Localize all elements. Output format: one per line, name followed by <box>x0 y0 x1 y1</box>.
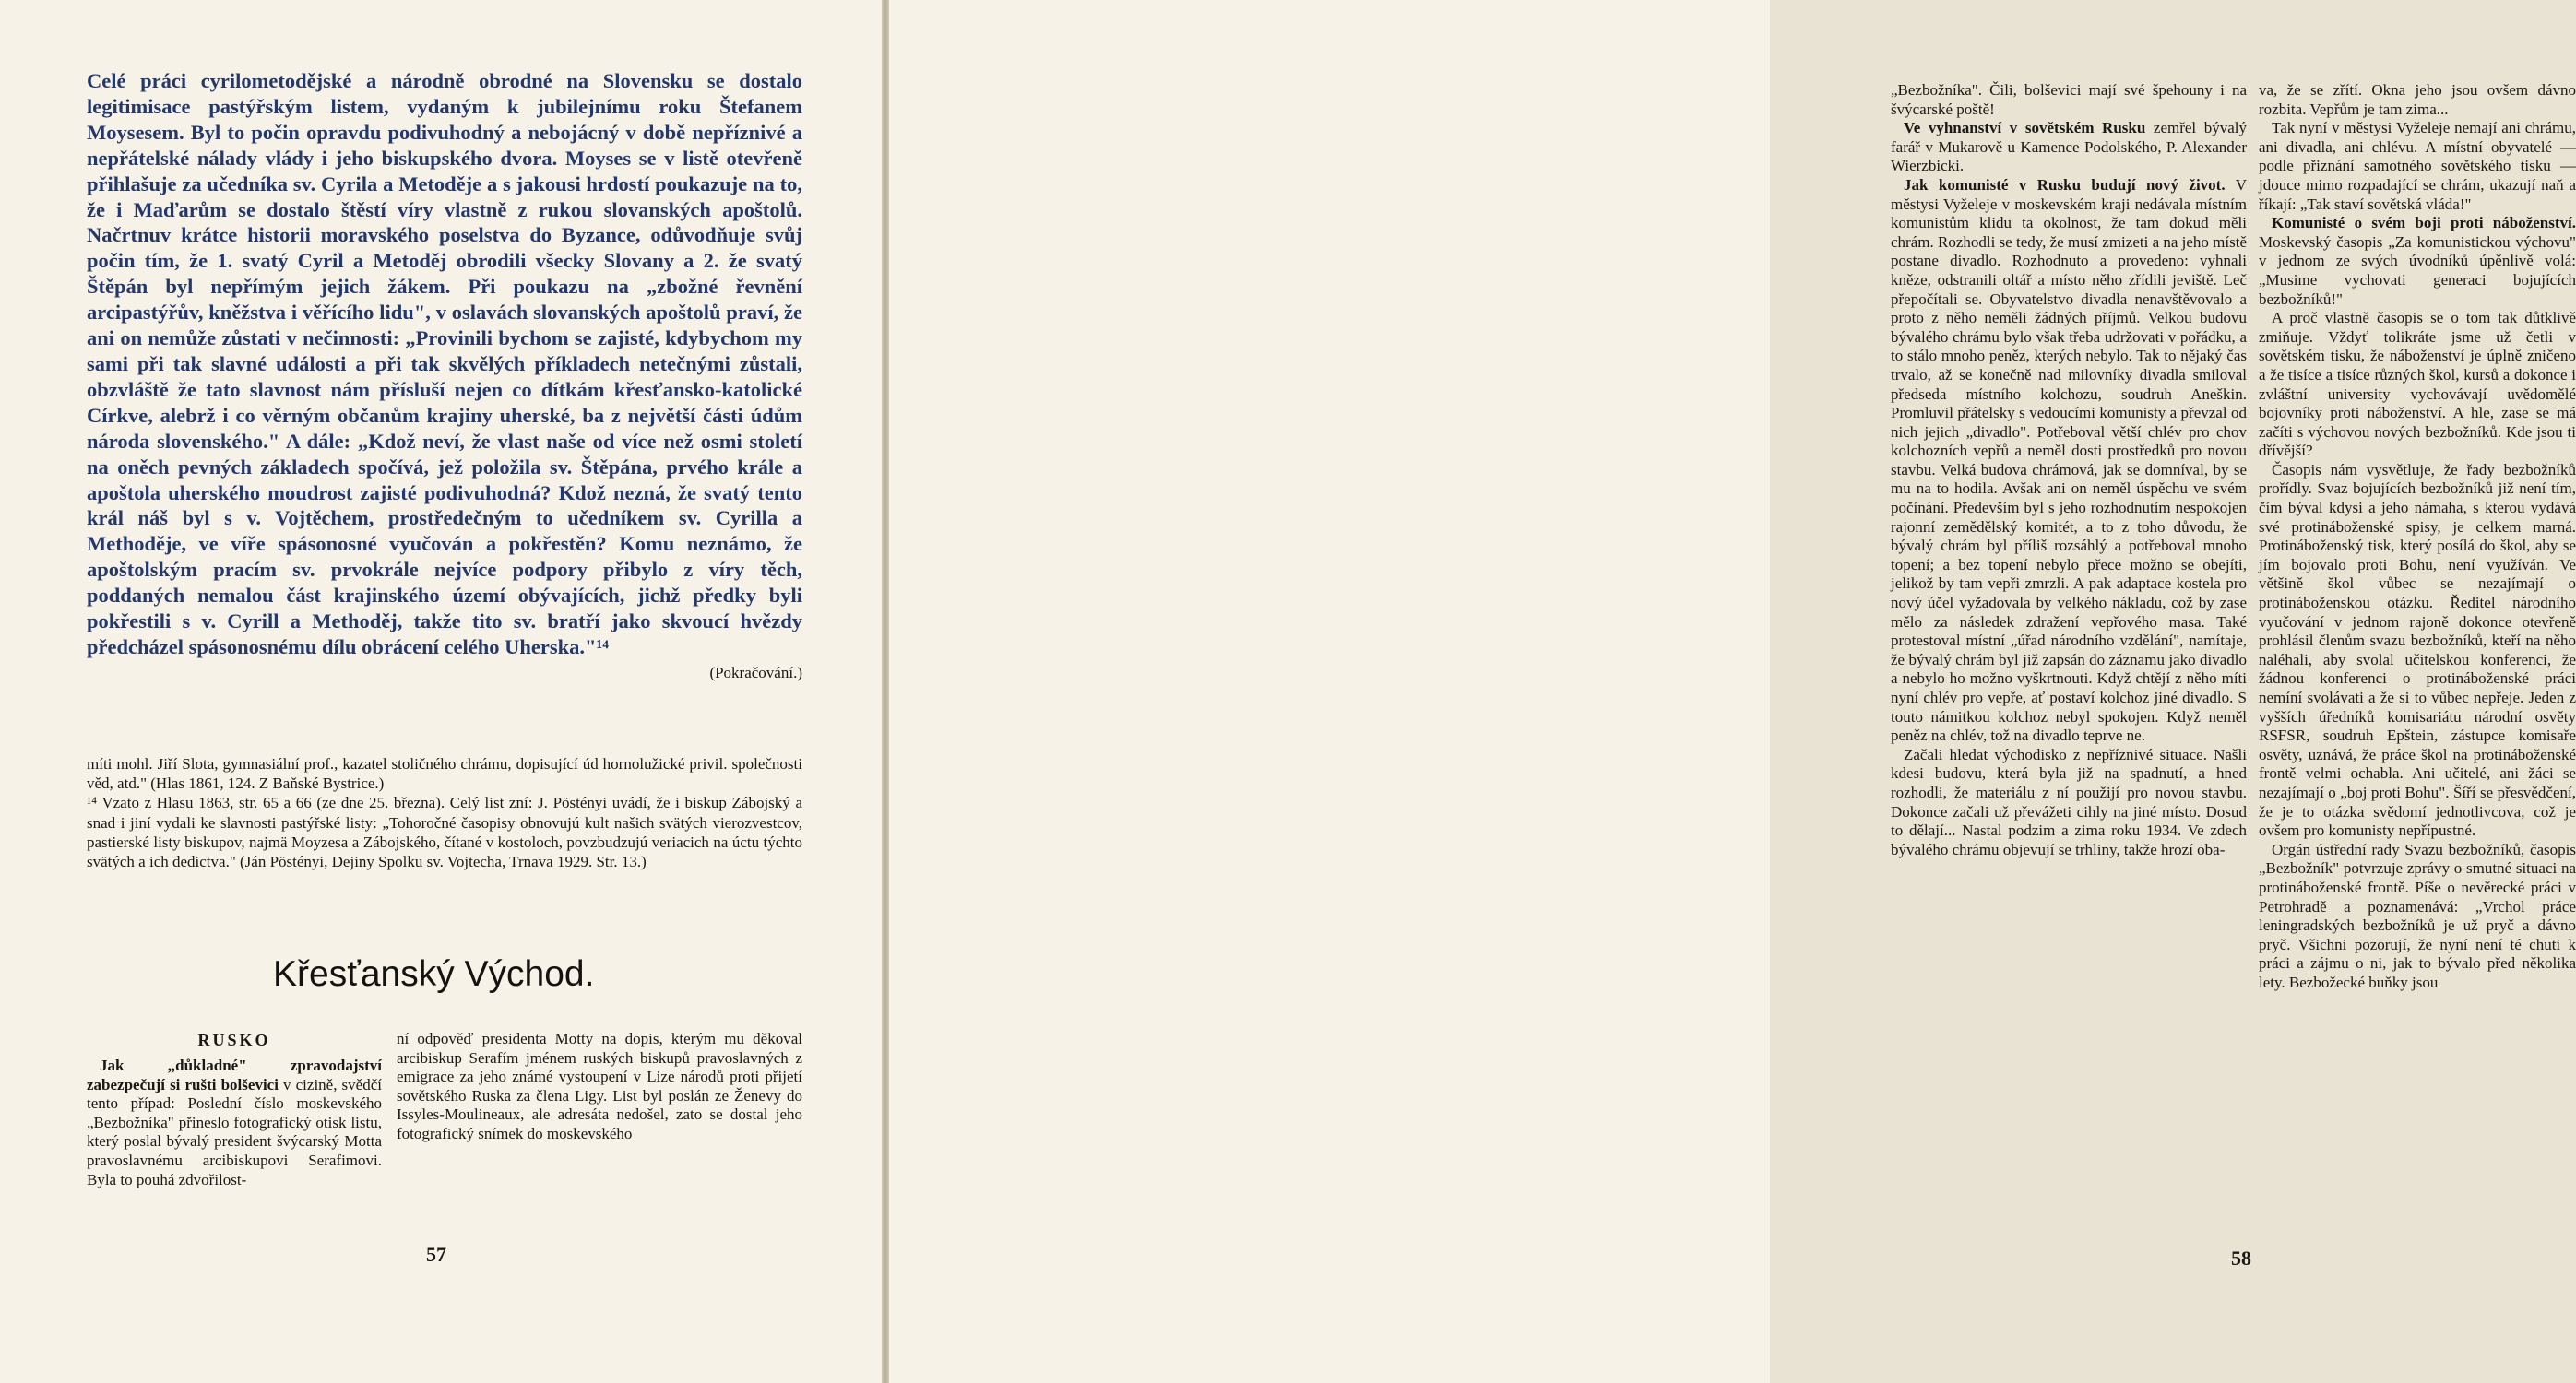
article-text: V městysi Vyželeje v moskevském kraji nedávala místním komunistům klidu ta okolnost, že tam dokud měli chrám. Rozhodli se tedy, že musí zmizeti a na jeho místě postane divadlo. Rozhodnuto a provedeno: vyhnali kněze, odstranili oltář a místo něho zřídili jeviště. Leč přepočítali se. Obyvatelstvo divadla nenavštěvovalo a proto z něho neměli žádných příjmů. Velkou budovu bývalého chrámu bylo však třeba udržovati v pořádku, a to stálo mnoho peněz, kterých nebylo. Tak to nějaký čas trvalo, až se konečně nad milovníky divadla smiloval předseda místního kolchozu, soudruh Aneškin. Promluvil přátelsky s vedoucími komunisty a převzal od nich jejich „divadlo". Potřeboval větší chlév pro chov kolchozních vepřů a neměl dosti prostředků pro novou stavbu. Velká budova chrámová, jak se domníval, by se mu na to hodila. Avšak ani on neměl úspěchu ve svém počínání. Především byl s jeho rozhodnutím nespokojen rajonní zemědělský komitét, a to z toho důvodu, že bývalý chrám byl příliš rozsáhlý a potřeboval mnoho topení; a bez topení nebylo přece možno se obejíti, jelikož by tam vepři zmrzli. A pak adaptace kostela pro nový účel vyžadovala by velkého nákladu, což by zase mělo za následek zdražení vepřového masa. Také protestoval místní „úřad národního vzdělání", namítaje, že bývalý chrám byl již zapsán do záznamu jako divadlo a nebylo ho možno vyškrtnouti. Když chtějí z něho míti nyní chlév pro vepře, ať postaví kolchoz jiné divadlo. S touto námitkou kolchoz nebyl spokojen. Když neměl peněz na chlév, tož na divadlo teprve ne. <box>1891 175 2248 745</box>
article-lead: Komunisté o svém boji proti náboženství. <box>2272 214 2576 232</box>
article-continuation: ní odpověď presidenta Motty na dopis, kterým mu děkoval arcibiskup Serafím jménem ruských biskupů pravoslavných z emigrace za jeho známé vystoupení v Lize národů proti přijetí sovětského Ruska za člena Ligy. List byl poslán ze Ženevy do Issyles-Moulineaux, ale adresáta nedošel, zato se dostal jeho fotografický snímek do moskevského <box>397 1030 802 1142</box>
article-text: Moskevský časopis „Za komunistickou výchovu" v jednom ze svých úvodníků úpěnlivě volá: „Musime vychovati generaci bojujících bezbožníků!" <box>2259 232 2576 308</box>
page-number: 57 <box>426 1243 446 1266</box>
paragraph: „Bezbožníka". Čili, bolševici mají své špehouny i na švýcarské poště! <box>1891 81 2247 118</box>
left-column-2 <box>397 1030 802 1144</box>
paragraph: A proč vlastně časopis se o tom tak důtklivě zmiňuje. Vždyť tolikráte jsme už četli v sovětském tisku, že náboženství je úplně zničeno a že tisíce a tisíce různých škol, kursů a dokonce i zvláštní university vychovávají uvědomělé bojovníky proti náboženství. A hle, zase se má začíti s výchovou nových bezbožníků. Kde jsou ti dřívější? <box>2259 309 2576 460</box>
continued-label: (Pokračování.) <box>709 663 802 681</box>
footnotes <box>87 754 802 871</box>
right-page <box>889 0 2576 1383</box>
left-page <box>0 0 882 1383</box>
subsection-title: RUSKO <box>197 1031 271 1049</box>
article-text: zemřel bývalý farář v Mukarově u Kamence Podolského, P. Alexander Wierzbicki. <box>1891 119 2248 175</box>
paragraph: Časopis nám vysvětluje, že řady bezbožníků prořídly. Svaz bojujících bezbožníků již není tím, čím býval kdysi a jeho námaha, s kterou vydává své protináboženské spisy, je celkem marná. Protináboženský tisk, který posílá do škol, aby se jím bojovalo proti Bohu, není využíván. Ve většině škol vůbec se nezajímají o protináboženskou otázku. Ředitel národního vyučování v jednom rajoně dokonce otevřeně prohlásil členům svazu bezbožníků, kteří na něho naléhali, aby svolal učitelskou konferenci, že žádnou konferenci o protináboženské práci nemíní svolávati a že si to vůbec nepřeje. Jeden z vyšších úředníků komisariátu národní osvěty RSFSR, soudruh Epštein, zástupce komisaře osvěty, uznává, že práce škol na protináboženské frontě velmi ochabla. Ani učitelé, ani žáci se nezajímají o „boj proti Bohu". Šíří se přesvědčení, že je to otázka svědomí jednotlivcova, což je ovšem pro komunisty nepřípustné. <box>2259 460 2576 840</box>
right-column-1 <box>1891 81 2247 859</box>
paragraph: Začali hledat východisko z nepříznivé situace. Našli kdesi budovu, která byla již na spadnutí, a hned rozhodli, že materiálu z ní použijí pro novou stavbu. Dokonce začali už převážeti cihly na jiné místo. Dosud to dělají... Nastal podzim a zima roku 1934. Ve zdech bývalého chrámu objevují se trhliny, takže hrozí oba- <box>1891 745 2247 858</box>
right-column-2 <box>2259 81 2576 993</box>
article-lead: Jak komunisté v Rusku budují nový život. <box>1904 175 2226 194</box>
paragraph: Tak nyní v městysi Vyželeje nemají ani chrámu, ani divadla, ani chlévu. A místní obyvatelé — podle přiznání samotného sovětského tisku — jdouce mimo rozpadající se chrám, ukazují naň a říkají: „Tak staví sovětská vláda!" <box>2259 119 2576 213</box>
main-paragraph: Celé práci cyrilometodějské a národně obrodné na Slovensku se dostalo legitimisace pastýřským listem, vydaným k jubilejnímu roku Štefanem Moysesem. Byl to počin opravdu podivuhodný a nebojácný v době nepříznivé a nepřátelské nálady vlády i jeho biskupského dvora. Moyses se v listě otevřeně přihlašuje za učedníka sv. Cyrila a Metoděje a s jakousi hrdostí poukazuje na to, že i Maďarům se dostalo štěstí víry vlastně z rukou slovanských apoštolů. Načrtnuv krátce historii moravského poselstva do Byzance, odůvodňuje svůj počin tím, že 1. svatý Cyril a Metoděj obrodili všecky Slovany a 2. že svatý Štěpán byl nepřímým jejich žákem. Při poukazu na „zbožné řevnění arcipastýřův, kněžstva i věřícího lidu", v oslavách slovanských apoštolů praví, že ani on nemůže zůstati v nečinnosti: „Provinili bychom se zajisté, kdybychom my sami při tak slavné události a při tak skvělých příkladech netečnými zůstali, obzvláště že tato slavnost nám přísluší nejen co dítkám křesťansko-katolické Církve, alebrž i co věrným občanům krajiny uherské, ba z největší části údům národa slovenského." A dále: „Kdož neví, že vlast naše od více než osmi století na oněch pevných základech spočívá, jež položila sv. Štěpána, prvého krále a apoštola uherského moudrost zajisté podivuhodná? Kdož nezná, že svatý tento král náš byl s v. Vojtěchem, prostředečným to učedníkem sv. Cyrilla a Methoděje, ve víře spásonosné vyučován a pokřestěn? Komu neznámo, že apoštolským pracím sv. prvokrále nejvíce podpory přibylo z víry těch, poddaných nemalou část krajinského území obývajících, jichž předky byli pokřestili s v. Cyrill a Methoděj, takže tito sv. bratří jako skvoucí hvězdy předcházel spásonosnému dílu obrácení celého Uherska."¹⁴ <box>87 69 802 658</box>
left-column-1 <box>87 1029 382 1189</box>
footnote-1: míti mohl. Jiří Slota, gymnasiální prof., kazatel stoličného chrámu, dopisující úd hornolužické privil. společnosti věd, atd." (Hlas 1861, 124. Z Baňské Bystrice.) <box>87 755 802 793</box>
article-text: v cizině, svědčí tento případ: Poslední číslo moskevského „Bezbožníka" přineslo fotografický otisk listu, který poslal bývalý president švýcarský Motta pravoslavnému arcibiskupovi Serafimovi. Byla to pouhá zdvořilost- <box>87 1075 382 1188</box>
main-article <box>87 68 802 686</box>
section-title: Křesťanský Východ. <box>273 954 595 994</box>
book-gutter <box>882 0 889 1383</box>
article-lead: Jak „důkladné" zpravodajství zabezpečují si rušti bolševici <box>87 1057 382 1093</box>
paragraph: Orgán ústřední rady Svazu bezbožníků, časopis „Bezbožník" potvrzuje zprávy o smutné situaci na protináboženské frontě. Píše o nevěrecké práci v Petrohradě a poznamenává: „Vrchol práce leningradských bezbožníků je už pryč a dávno pryč. Všichni pozorují, že nyní není té chuti k práci a zájmu o ni, jak to bývalo před několika lety. Bezbožecké buňky jsou <box>2259 840 2576 991</box>
paragraph: va, že se zřítí. Okna jeho jsou ovšem dávno rozbita. Vepřům je tam zima... <box>2259 81 2576 118</box>
article-lead: Ve vyhnanství v sovětském Rusku <box>1904 119 2146 137</box>
footnote-14: ¹⁴ Vzato z Hlasu 1863, str. 65 a 66 (ze dne 25. března). Celý list zní: J. Pöstényi uvádí, že i biskup Zábojský a snad i jiní vydali ke slavnosti pastýřské listy: „Tohoročné časopisy obnovujú kult našich svätých vierozvestcov, pastierské listy biskupov, najmä Moyzesa a Zábojského, čítané v kostoloch, povzbudzujú veriacich na úctu týchto svätých a ich dedictva." (Ján Pöstényi, Dejiny Spolku sv. Vojtecha, Trnava 1929. Str. 13.) <box>87 794 802 871</box>
page-number: 58 <box>2231 1247 2251 1270</box>
